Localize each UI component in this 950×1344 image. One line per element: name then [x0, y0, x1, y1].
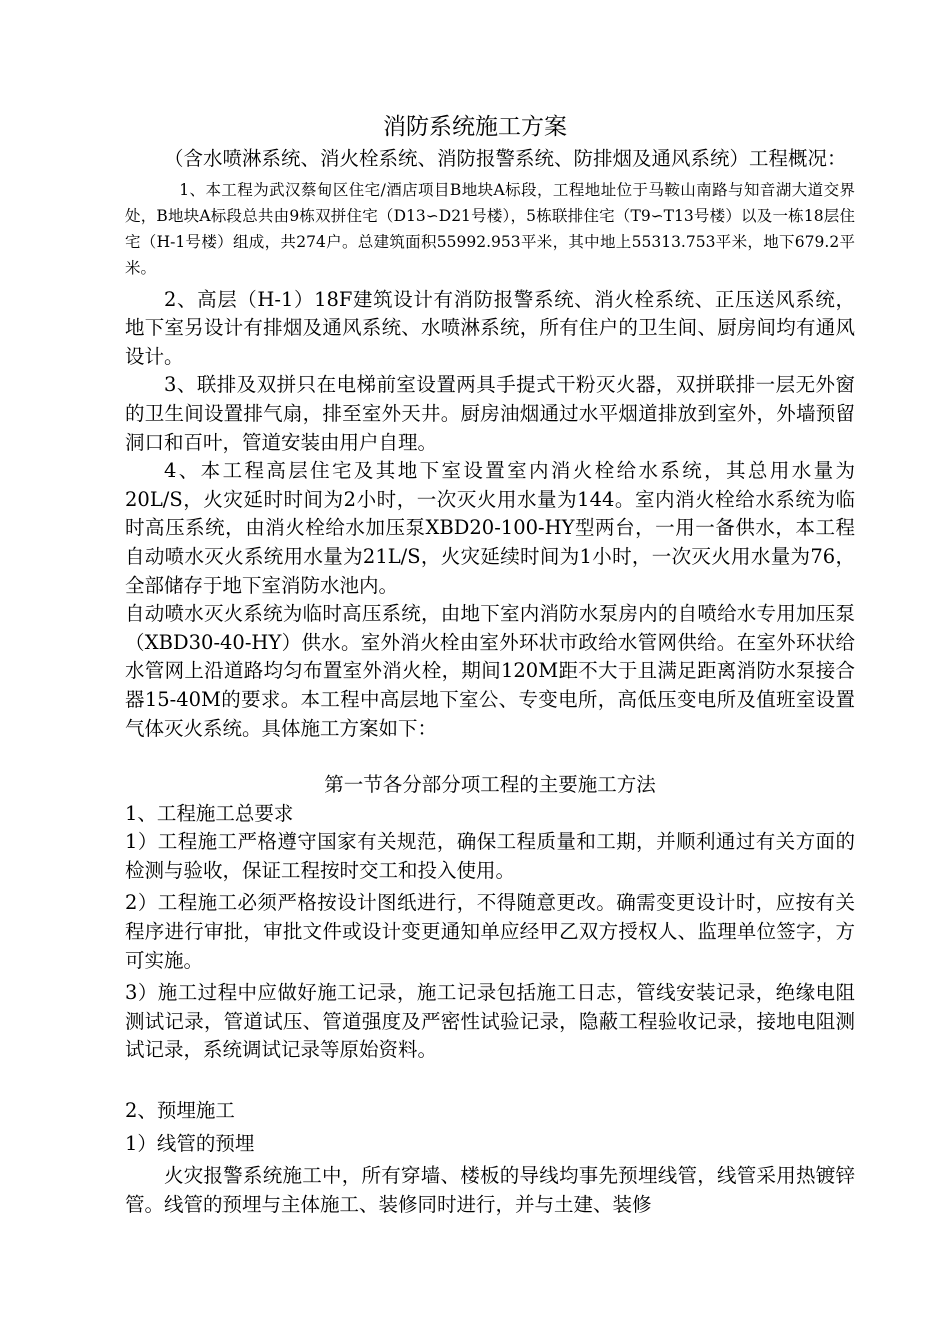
project-overview-paragraph: 1、本工程为武汉蔡甸区住宅/酒店项目B地块A标段，工程地址位于马鞍山南路与知音湖大道交界处，B地块A标段总共由9栋双拼住宅（D13∽D21号楼），5栋联排住宅（T9∽T13号楼）以及一栋18层住宅（H-1号楼）组成，共274户。总建筑面积55992.953平米，其中地上55313.753平米，地下679.2平米。 — [125, 180, 855, 277]
blank-line — [125, 1065, 855, 1093]
requirement-item: 3）施工过程中应做好施工记录，施工记录包括施工日志，管线安装记录，绝缘电阻测试记录，管道试压、管道强度及严密性试验记录，隐蔽工程验收记录，接地电阻测试记录，系统调试记录等原始资料。 — [125, 981, 855, 1062]
conduit-embedding-paragraph: 火灾报警系统施工中，所有穿墙、楼板的导线均事先预埋线管，线管采用热镀锌管。线管的预埋与主体施工、装修同时进行，并与土建、装修 — [125, 1164, 855, 1216]
document-title: 消防系统施工方案 — [383, 114, 567, 140]
scope-paragraph: （含水喷淋系统、消火栓系统、消防报警系统、防排烟及通风系统）工程概况： — [164, 147, 847, 170]
sub-subsection-heading: 1）线管的预埋 — [125, 1131, 255, 1155]
section-heading: 第一节各分部分项工程的主要施工方法 — [324, 773, 656, 797]
townhouse-equipment-paragraph: 3、联排及双拼只在电梯前室设置两具手提式干粉灭火器，双拼联排一层无外窗的卫生间设置排气扇，排至室外天井。厨房油烟通过水平烟道排放到室外，外墙预留洞口和百叶，管道安装由用户自理。 — [125, 373, 855, 454]
hydrant-system-paragraph: 4、本工程高层住宅及其地下室设置室内消火栓给水系统，其总用水量为20L/S，火灾延时时间为2小时，一次灭火用水量为144。室内消火栓给水系统为临时高压系统，由消火栓给水加压泵XBD20-100-HY型两台，一用一备供水，本工程自动喷水灭火系统用水量为21L/S，火灾延续时间为1小时，一次灭火用水量为76，全部储存于地下室消防水池内。 — [125, 459, 855, 597]
requirement-item: 2）工程施工必须严格按设计图纸进行，不得随意更改。确需变更设计时，应按有关程序进行审批，审批文件或设计变更通知单应经甲乙双方授权人、监理单位签字，方可实施。 — [125, 891, 855, 972]
requirement-item: 1）工程施工严格遵守国家有关规范，确保工程质量和工期，并顺利通过有关方面的检测与验收，保证工程按时交工和投入使用。 — [125, 830, 855, 882]
document-body — [125, 145, 855, 1219]
subsection-heading: 2、预埋施工 — [125, 1099, 235, 1123]
sprinkler-system-paragraph: 自动喷水灭火系统为临时高压系统，由地下室内消防水泵房内的自喷给水专用加压泵（XBD30-40-HY）供水。室外消火栓由室外环状市政给水管网供给。在室外环状给水管网上沿道路均匀布置室外消火栓，期间120M距不大于且满足距离消防水泵接合器15-40M的要求。本工程中高层地下室公、专变电所，高低压变电所及值班室设置气体灭火系统。具体施工方案如下： — [125, 602, 855, 740]
highrise-systems-paragraph: 2、高层（H-1）18F建筑设计有消防报警系统、消火栓系统、正压送风系统，地下室另设计有排烟及通风系统、水喷淋系统，所有住户的卫生间、厨房间均有通风设计。 — [125, 287, 855, 368]
subsection-heading: 1、工程施工总要求 — [125, 801, 294, 825]
